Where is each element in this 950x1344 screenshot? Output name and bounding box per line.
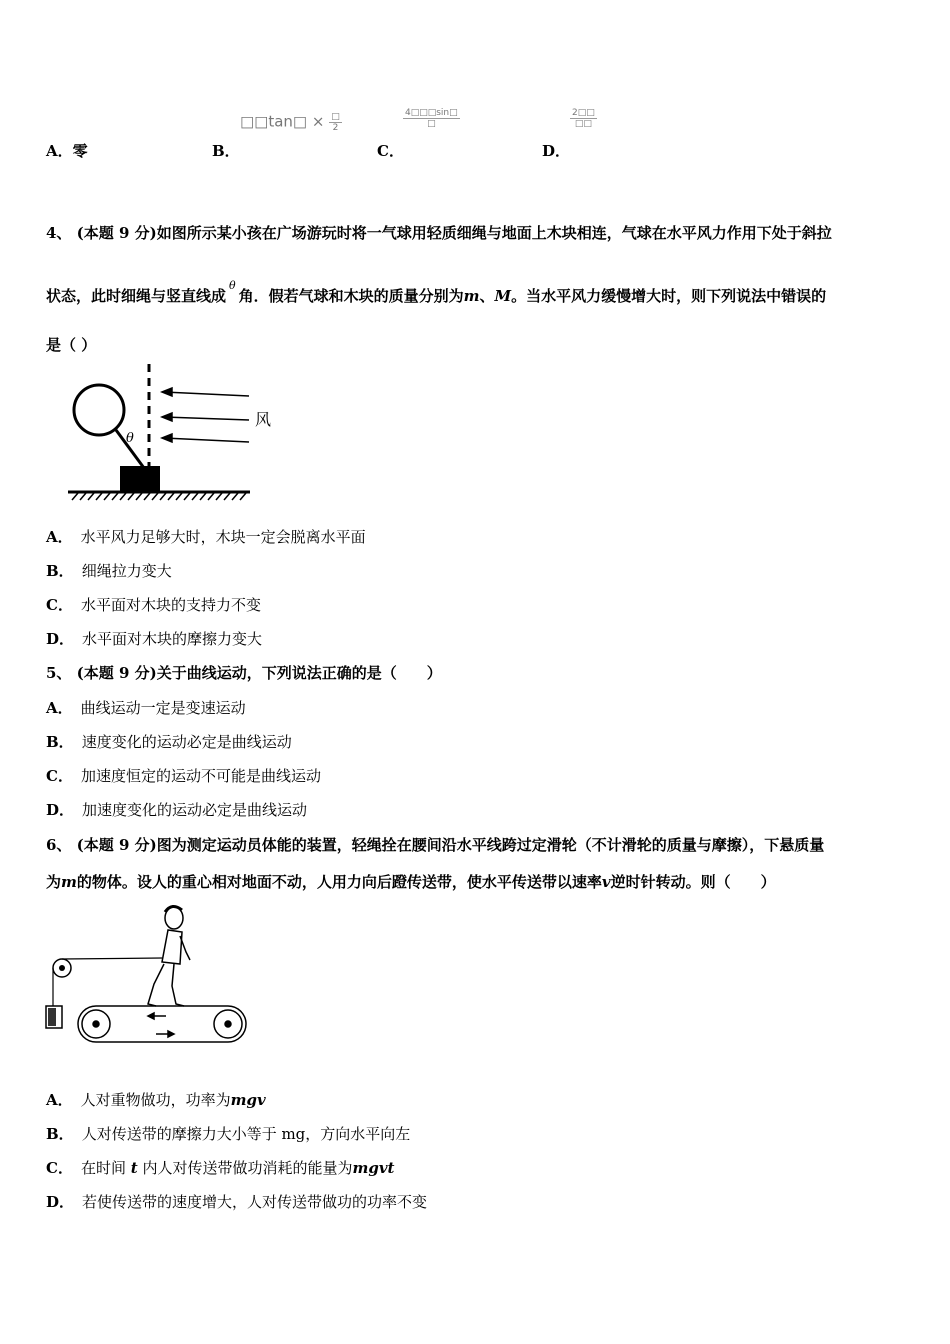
q3-option-b-formula (240, 112, 342, 133)
wind-arrows (162, 388, 249, 442)
q6-option-a[interactable]: A． 人对重物做功，功率为mgv (46, 1091, 266, 1109)
q4-stem-line3: 是（ ） (46, 336, 97, 354)
wind-label: 风 (255, 410, 272, 429)
q6-option-b[interactable]: B． 人对传送带的摩擦力大小等于 mg，方向水平向左 (46, 1125, 411, 1143)
formula-fraction: $\frac{□}{2}$ (331, 112, 340, 133)
conveyor-belt (78, 1006, 246, 1042)
theta-symbol: θ (229, 279, 236, 292)
q3-option-b-label[interactable]: B． (212, 142, 240, 160)
angle-label: θ (126, 431, 134, 446)
q4-stem-line2: 状态，此时细绳与竖直线成$^\theta$角．假若气球和木块的质量分别为m、M。当水平风力缓慢增大时，则下列说法中错误的 (46, 279, 827, 305)
balloon-wind-figure (64, 362, 272, 507)
formula-fraction: $\frac{4□□□\sin□}{□}$ (405, 108, 458, 129)
q6-stem-line2: 为m的物体。设人的重心相对地面不动，人用力向后蹬传送带，使水平传送带以速率v逆时针转动。则（ ） (46, 873, 776, 891)
q4-option-c[interactable]: C． 水平面对木块的支持力不变 (46, 596, 261, 614)
q4-option-d[interactable]: D． 水平面对木块的摩擦力变大 (46, 630, 263, 648)
q5-option-c[interactable]: C． 加速度恒定的运动不可能是曲线运动 (46, 767, 321, 785)
q3-option-d-formula (570, 108, 597, 129)
pulley-rope (62, 958, 162, 959)
q5-stem: 5、 (本题 9 分)关于曲线运动，下列说法正确的是（ ） (46, 664, 442, 682)
ground-hatching (72, 493, 246, 500)
balloon-shape (74, 385, 124, 435)
q4-option-a[interactable]: A． 水平风力足够大时，木块一定会脱离水平面 (46, 528, 366, 546)
wood-block (120, 466, 160, 492)
option-label: A． (46, 142, 73, 160)
q3-option-c-label[interactable]: C． (377, 142, 404, 160)
q3-option-d-label[interactable]: D． (542, 142, 571, 160)
formula-text: □□tan□ × (240, 112, 325, 131)
treadmill-figure (44, 900, 254, 1050)
q3-option-c-formula (403, 108, 460, 129)
q5-option-a[interactable]: A． 曲线运动一定是变速运动 (46, 699, 246, 717)
q3-option-a[interactable] (46, 140, 88, 161)
q5-option-d[interactable]: D． 加速度变化的运动必定是曲线运动 (46, 801, 308, 819)
runner-figure (148, 906, 190, 1006)
q4-option-b[interactable]: B． 细绳拉力变大 (46, 562, 172, 580)
option-text: 零 (72, 142, 88, 160)
q4-stem-line1: 4、 (本题 9 分)如图所示某小孩在广场游玩时将一气球用轻质细绳与地面上木块相连，气球在水平风力作用下处于斜拉 (46, 224, 832, 242)
q5-option-b[interactable]: B． 速度变化的运动必定是曲线运动 (46, 733, 292, 751)
formula-fraction: $\frac{2□□}{□□}$ (572, 108, 595, 129)
q6-option-c[interactable]: C． 在时间 t 内人对传送带做功消耗的能量为mgvt (46, 1159, 395, 1177)
q6-option-d[interactable]: D． 若使传送带的速度增大，人对传送带做功的功率不变 (46, 1193, 428, 1211)
q6-stem-line1: 6、 (本题 9 分)图为测定运动员体能的装置，轻绳拴在腰间沿水平线跨过定滑轮（不计滑轮的质量与摩擦），下悬质量 (46, 836, 825, 854)
